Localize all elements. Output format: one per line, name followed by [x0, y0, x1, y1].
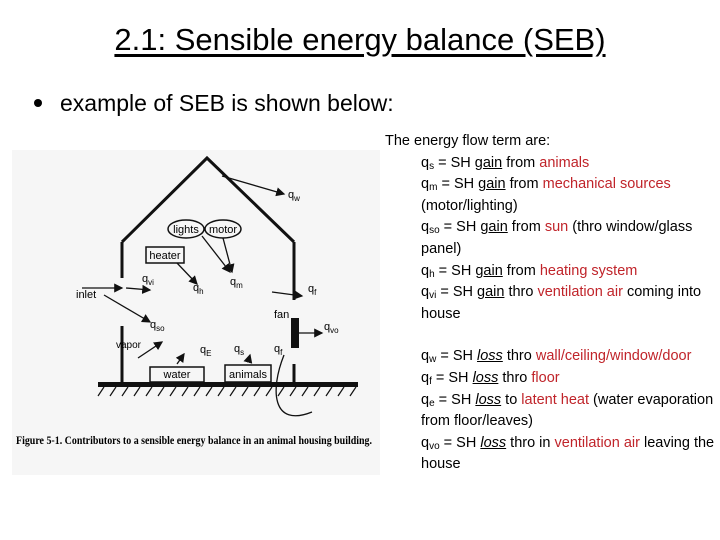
term-equals: =: [439, 434, 457, 451]
motor-label: motor: [208, 224, 238, 236]
term-source: floor: [531, 369, 560, 386]
term-detail: (motor/lighting): [421, 197, 518, 214]
slide-title: 2.1: Sensible energy balance (SEB): [114, 22, 606, 57]
label-qf: $q_f$: [274, 343, 283, 357]
bullet-text: example of SEB is shown below:: [60, 90, 394, 116]
term-kind: gain: [475, 262, 503, 279]
figure-caption: Figure 5-1. Contributors to a sensible energy balance in an animal housing building.: [16, 435, 373, 447]
losses-term-1: [421, 368, 715, 390]
term-source: animals: [539, 154, 590, 171]
fan-icon: [291, 318, 299, 348]
term-prefix: SH: [451, 262, 476, 279]
term-source: ventilation air: [554, 434, 640, 451]
term-source: wall/ceiling/window/door: [535, 348, 692, 365]
gains-term-0: [421, 153, 715, 175]
term-symbol: q: [421, 176, 430, 193]
arrow-qf-out: [272, 292, 302, 296]
term-prefix: SH: [451, 391, 476, 408]
term-source: ventilation air: [537, 284, 623, 301]
term-kind: gain: [474, 154, 503, 171]
term-kind: gain: [477, 284, 505, 301]
label-qm: $q_m$: [230, 276, 243, 290]
term-connector: from: [505, 176, 543, 193]
term-equals: =: [436, 348, 453, 365]
term-connector: from: [507, 219, 545, 236]
bullet-point: [34, 90, 394, 117]
term-equals: =: [436, 284, 453, 301]
term-equals: =: [434, 154, 451, 171]
term-prefix: SH: [452, 348, 478, 365]
list-spacer: [385, 325, 715, 346]
label-qs: $q_s$: [234, 343, 245, 357]
term-equals: =: [439, 219, 457, 236]
lights-label: lights: [173, 224, 199, 236]
arrow-motor: [223, 238, 232, 272]
term-kind: gain: [480, 219, 508, 236]
label-qvi: $q_{vi}$: [142, 273, 154, 287]
inlet-label: inlet: [76, 289, 97, 301]
term-symbol: q: [421, 434, 430, 451]
term-connector: thro: [504, 284, 538, 301]
heater-label: heater: [149, 250, 181, 262]
term-prefix: SH: [453, 176, 479, 193]
label-qso: $q_{so}$: [150, 319, 165, 333]
losses-term-3: [421, 433, 715, 476]
term-connector: thro: [502, 348, 536, 365]
arrow-lights: [202, 236, 230, 272]
term-detail: coming into house: [421, 284, 702, 322]
term-connector: from: [502, 154, 540, 171]
arrow-qso: [104, 295, 150, 322]
loss-terms-list: [385, 346, 715, 476]
term-source: sun: [544, 219, 569, 236]
gains-term-4: [421, 282, 715, 325]
term-prefix: SH: [448, 369, 473, 386]
term-connector: thro: [498, 369, 532, 386]
label-qw: $q_w$: [288, 189, 300, 203]
term-kind: gain: [478, 176, 506, 193]
term-connector: from: [502, 262, 540, 279]
term-subscript: so: [429, 225, 440, 237]
term-subscript: e: [429, 397, 435, 409]
term-source: latent heat: [521, 391, 590, 408]
term-equals: =: [437, 176, 454, 193]
arrow-qw: [222, 176, 284, 194]
energy-terms-panel: [385, 131, 715, 476]
term-equals: =: [431, 369, 449, 386]
gains-term-2: [421, 217, 715, 260]
flow-arrows: [82, 176, 322, 364]
arrow-qh: [177, 263, 197, 284]
term-prefix: SH: [450, 154, 475, 171]
animals-label: animals: [229, 369, 267, 381]
term-symbol: q: [421, 369, 430, 386]
term-kind: loss: [477, 348, 503, 365]
term-subscript: w: [429, 354, 437, 366]
term-prefix: SH: [456, 434, 481, 451]
gain-terms-list: [385, 153, 715, 326]
arrow-qe: [177, 354, 184, 364]
term-equals: =: [434, 391, 452, 408]
gains-term-3: [421, 261, 715, 283]
term-symbol: q: [421, 219, 430, 236]
losses-term-0: [421, 346, 715, 368]
term-subscript: m: [429, 182, 438, 194]
water-label: water: [163, 369, 191, 381]
term-symbol: q: [421, 391, 430, 408]
term-subscript: vo: [429, 440, 440, 452]
term-prefix: SH: [452, 284, 478, 301]
arrow-vapor: [138, 342, 162, 358]
seb-diagram: [12, 150, 380, 475]
term-subscript: s: [429, 160, 435, 172]
label-qf-wall: $q_f$: [308, 283, 317, 297]
term-symbol: q: [421, 154, 430, 171]
term-kind: loss: [480, 434, 507, 451]
label-qvo: $q_{vo}$: [324, 321, 339, 335]
term-symbol: q: [421, 262, 430, 279]
arrow-qvi: [126, 288, 150, 290]
term-detail: (thro window/glass panel): [421, 219, 693, 257]
term-source: heating system: [539, 262, 638, 279]
term-subscript: vi: [429, 290, 437, 302]
term-kind: loss: [475, 391, 502, 408]
label-qe: $q_E$: [200, 344, 212, 358]
term-symbol: q: [421, 348, 430, 365]
term-connector: to: [501, 391, 522, 408]
terms-intro: The energy flow term are:: [385, 133, 551, 149]
losses-term-2: [421, 390, 715, 433]
term-connector: thro in: [506, 434, 555, 451]
term-source: mechanical sources: [542, 176, 671, 193]
term-detail: (water evaporation from floor/leaves): [421, 391, 714, 430]
term-kind: loss: [472, 369, 499, 386]
gains-term-1: [421, 174, 715, 217]
term-subscript: f: [429, 375, 432, 387]
term-equals: =: [434, 262, 452, 279]
term-subscript: h: [429, 268, 435, 280]
bullet-dot-icon: [34, 99, 42, 107]
term-symbol: q: [421, 284, 430, 301]
term-prefix: SH: [456, 219, 481, 236]
fan-label: fan: [274, 309, 290, 321]
vapor-label: vapor: [116, 340, 142, 351]
arrow-qs: [248, 355, 250, 362]
label-qh: $q_h$: [193, 282, 204, 296]
seb-figure: [12, 150, 380, 475]
term-detail: leaving the house: [421, 434, 715, 473]
floor: [98, 382, 358, 396]
